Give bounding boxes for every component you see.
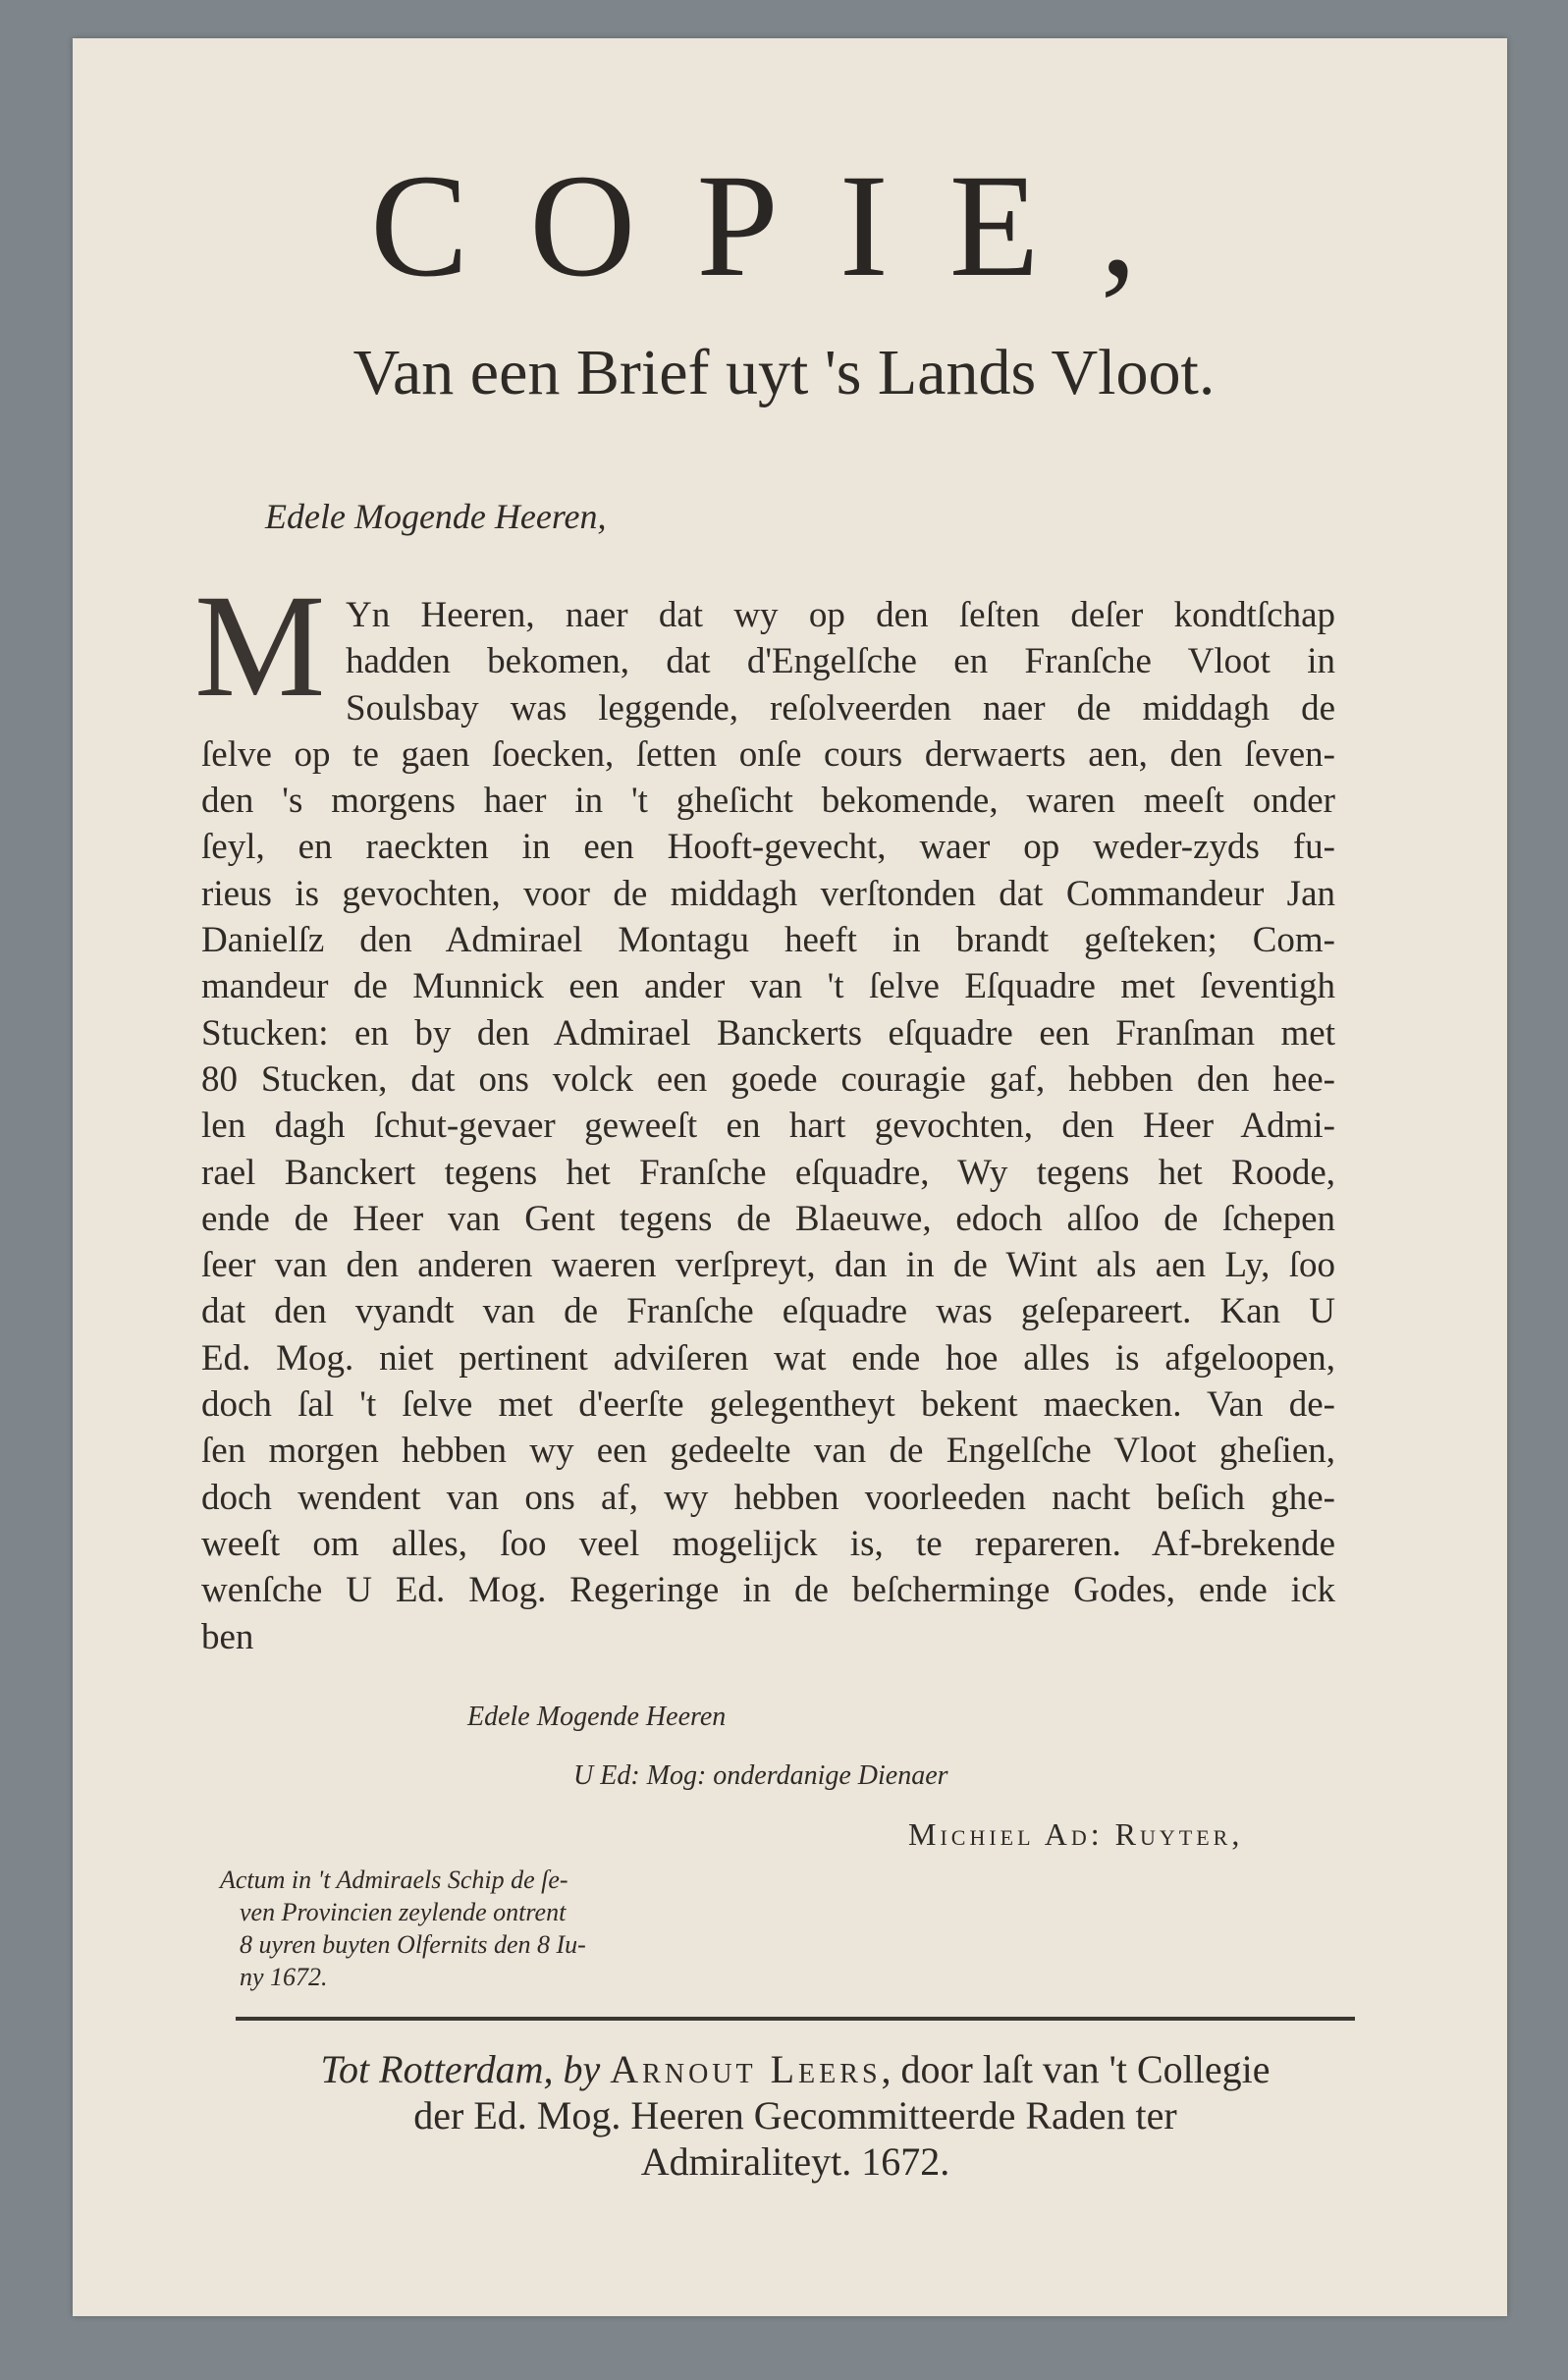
imprint-place: Tot Rotterdam, by <box>320 2047 611 2091</box>
body-line: Ed. Mog. niet pertinent adviſeren wat ende hoe alles is afgeloopen, <box>201 1337 1335 1379</box>
body-line: wenſche U Ed. Mog. Regeringe in de beſcherminge Godes, ende ick <box>201 1570 1335 1611</box>
signature: Michiel Ad: Ruyter, <box>908 1816 1244 1852</box>
body-line: ende de Heer van Gent tegens de Blaeuwe, edoch alſoo de ſchepen <box>201 1198 1335 1239</box>
imprint-authority: , door laſt van 't Collegie <box>881 2047 1271 2091</box>
actum-note <box>220 1864 632 1993</box>
printer-name: Arnout Leers <box>610 2047 882 2091</box>
letter-body <box>201 592 1335 1660</box>
body-line: Stucken: en by den Admirael Banckerts eſquadre een Franſman met <box>201 1012 1335 1054</box>
body-line: weeſt om alles, ſoo veel mogelijck is, te repareren. Af-brekende <box>201 1523 1335 1564</box>
body-line: mandeur de Munnick een ander van 't ſelve Eſquadre met ſeventigh <box>201 966 1335 1007</box>
body-line: doch wendent van ons af, wy hebben voorleeden nacht beſich ghe- <box>201 1477 1335 1518</box>
body-line: ſeyl, en raeckten in een Hooft-gevecht, waer op weder-zyds fu- <box>201 827 1335 868</box>
document-title: COPIE, <box>370 144 1198 307</box>
body-line: dat den vyandt van de Franſche eſquadre was geſepareert. Kan U <box>201 1291 1335 1332</box>
drop-cap: M <box>194 565 326 728</box>
body-line: den 's morgens haer in 't gheſicht bekomende, waren meeſt onder <box>201 781 1335 822</box>
body-line: Soulsbay was leggende, reſolveerden naer de middagh de <box>346 687 1335 729</box>
imprint <box>236 2046 1355 2185</box>
body-line: Yn Heeren, naer dat wy op den ſeſten deſer kondtſchap <box>346 595 1335 635</box>
actum-line: ny 1672. <box>240 1963 328 1991</box>
body-line: 80 Stucken, dat ons volck een goede couragie gaf, hebben den hee- <box>201 1058 1335 1100</box>
body-line: Danielſz den Admirael Montagu heeft in brandt geſteken; Com- <box>201 920 1335 961</box>
imprint-line-3: Admiraliteyt. 1672. <box>640 2139 950 2184</box>
document-subtitle: Van een Brief uyt 's Lands Vloot. <box>352 337 1216 408</box>
body-line: ſeer van den anderen waeren verſpreyt, dan in de Wint als aen Ly, ſoo <box>201 1245 1335 1286</box>
closing-servant: U Ed: Mog: onderdanige Dienaer <box>573 1760 948 1791</box>
divider-rule <box>236 2017 1355 2021</box>
salutation: Edele Mogende Heeren, <box>265 497 607 536</box>
body-line: doch ſal 't ſelve met d'eerſte gelegentheyt bekent maecken. Van de- <box>201 1384 1335 1426</box>
actum-line: 8 uyren buyten Olfernits den 8 Iu- <box>240 1930 586 1959</box>
body-line: ſelve op te gaen ſoecken, ſetten onſe cours derwaerts aen, den ſeven- <box>201 733 1335 775</box>
body-line: ben <box>201 1616 254 1657</box>
imprint-line-1 <box>236 2046 1355 2092</box>
actum-line: Actum in 't Admiraels Schip de ſe- <box>220 1866 568 1894</box>
body-line: len dagh ſchut-gevaer geweeſt en hart gevochten, den Heer Admi- <box>201 1106 1335 1147</box>
imprint-line-2: der Ed. Mog. Heeren Gecommitteerde Raden ter <box>413 2093 1177 2137</box>
actum-line: ven Provincien zeylende ontrent <box>240 1898 567 1926</box>
body-line: ſen morgen hebben wy een gedeelte van de Engelſche Vloot gheſien, <box>201 1431 1335 1472</box>
body-line: rael Banckert tegens het Franſche eſquadre, Wy tegens het Roode, <box>201 1152 1335 1193</box>
body-line: rieus is gevochten, voor de middagh verſtonden dat Commandeur Jan <box>201 873 1335 914</box>
body-line: hadden bekomen, dat d'Engelſche en Franſche Vloot in <box>346 641 1335 682</box>
closing-salutation: Edele Mogende Heeren <box>467 1702 727 1732</box>
